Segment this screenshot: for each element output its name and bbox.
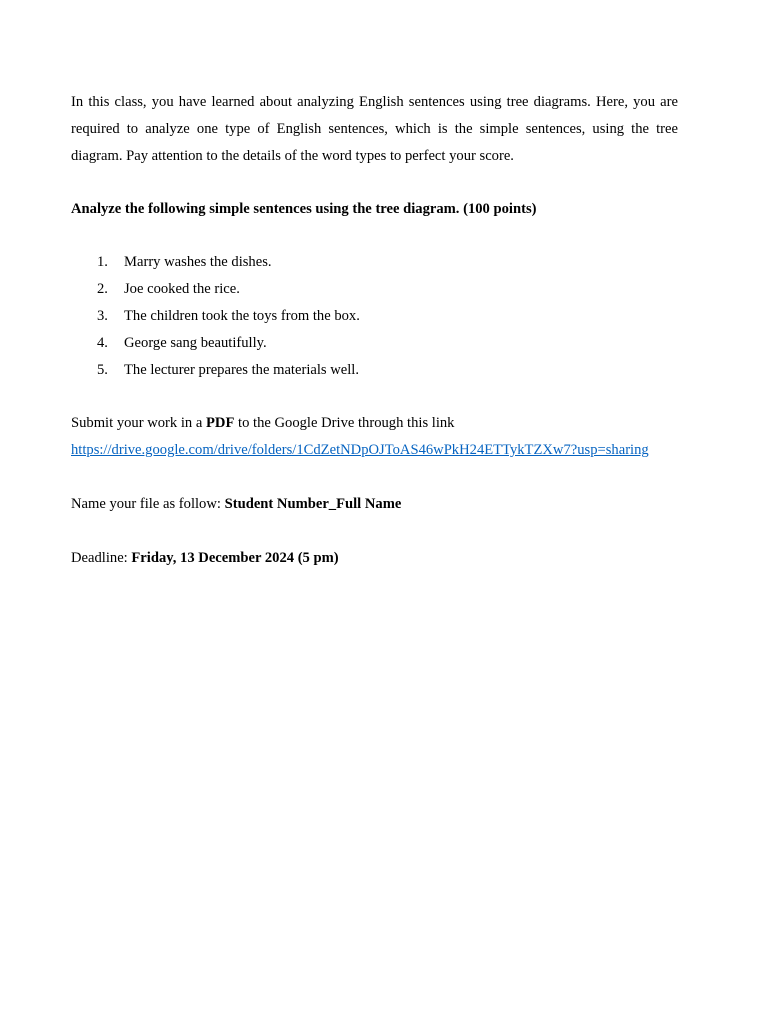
deadline-label: Deadline: <box>71 550 132 566</box>
filename-instructions <box>71 491 678 518</box>
sentence-list <box>71 249 678 384</box>
intro-paragraph: In this class, you have learned about analyzing English sentences using tree diagrams. Here, you are required to analyze one type of English sentences, which is the simple sentences, using the tree diagram. Pay attention to the details of the word types to perfect your score. <box>71 94 678 164</box>
list-item <box>71 249 678 276</box>
filename-format: Student Number_Full Name <box>224 496 402 512</box>
submit-prefix: Submit your work in a <box>71 415 206 431</box>
submit-suffix: to the Google Drive through this link <box>234 415 455 431</box>
list-item-number: 1. <box>97 254 108 270</box>
list-item <box>71 330 678 357</box>
list-item <box>71 303 678 330</box>
deadline <box>71 545 678 572</box>
instruction-heading: Analyze the following simple sentences using the tree diagram. (100 points) <box>71 201 537 217</box>
list-item-text: The children took the toys from the box. <box>124 308 360 324</box>
list-item <box>71 276 678 303</box>
document-content <box>71 89 678 572</box>
list-item-text: The lecturer prepares the materials well. <box>124 362 360 378</box>
google-drive-link[interactable]: https://drive.google.com/drive/folders/1CdZetNDpOJToAS46wPkH24ETTykTZXw7?usp=sharing <box>71 442 649 458</box>
submit-format: PDF <box>206 415 235 431</box>
filename-label: Name your file as follow: <box>71 496 225 512</box>
submission-instructions <box>71 410 678 464</box>
list-item-number: 5. <box>97 362 108 378</box>
list-item-number: 3. <box>97 308 108 324</box>
list-item-number: 4. <box>97 335 108 351</box>
list-item-text: Joe cooked the rice. <box>124 281 240 297</box>
list-item-number: 2. <box>97 281 108 297</box>
list-item-text: George sang beautifully. <box>124 335 267 351</box>
list-item <box>71 357 678 384</box>
deadline-date: Friday, 13 December 2024 (5 pm) <box>131 550 339 566</box>
list-item-text: Marry washes the dishes. <box>124 254 272 270</box>
